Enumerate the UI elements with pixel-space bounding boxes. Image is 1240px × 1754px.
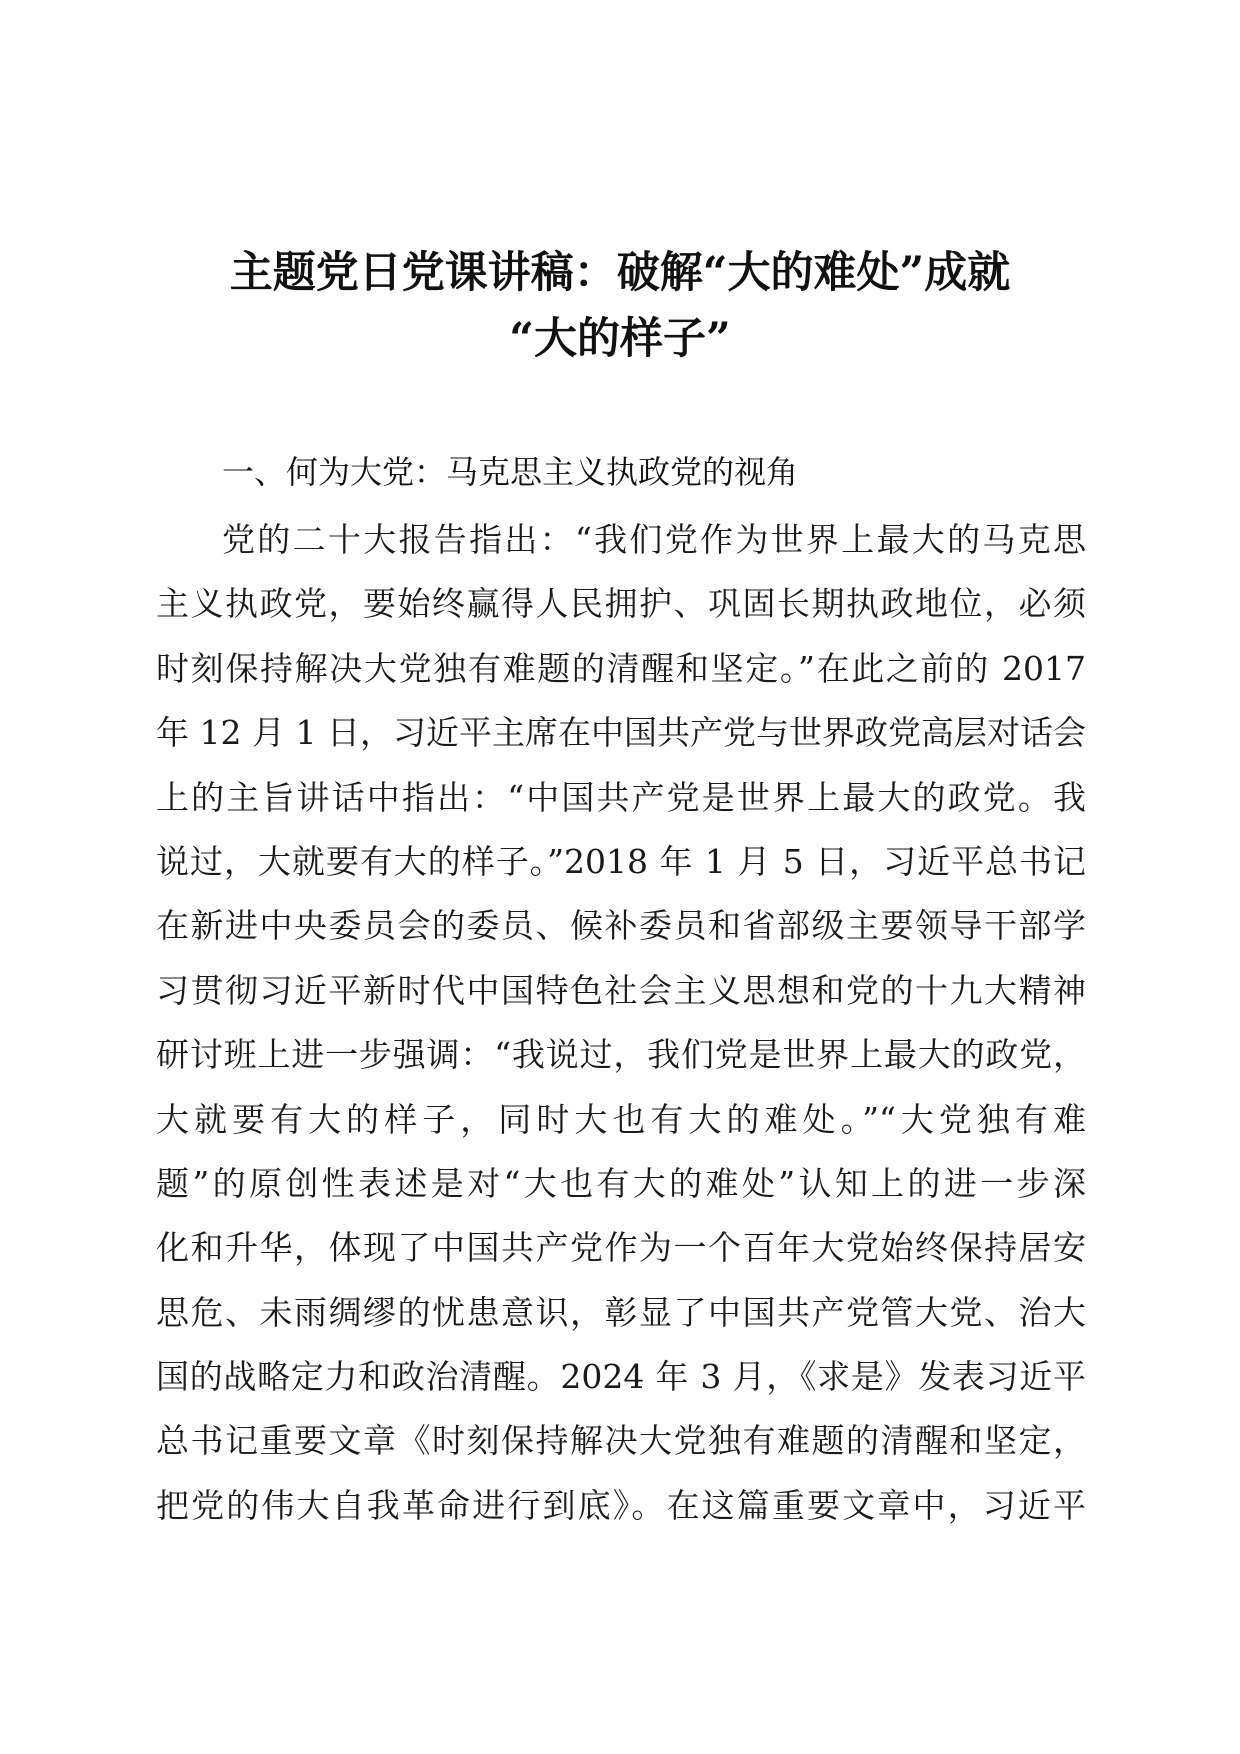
paragraph-line: 说过，大就要有大的样子。”2018 年 1 月 5 日，习近平总书记 (156, 841, 1086, 881)
document-title (150, 240, 1090, 372)
paragraph-line: 国的战略定力和政治清醒。2024 年 3 月，《求是》发表习近平 (156, 1357, 1086, 1397)
paragraph-line: 年 12 月 1 日，习近平主席在中国共产党与世界政党高层对话会 (156, 713, 1086, 753)
paragraph-line: 主义执政党，要始终赢得人民拥护、巩固长期执政地位，必须 (156, 584, 1086, 624)
paragraph-line: 时刻保持解决大党独有难题的清醒和坚定。”在此之前的 2017 (156, 648, 1086, 688)
paragraph-line: 题”的原创性表述是对“大也有大的难处”认知上的进一步深 (156, 1163, 1086, 1203)
paragraph-line: 总书记重要文章《时刻保持解决大党独有难题的清醒和坚定， (156, 1421, 1086, 1461)
paragraph-line: 在新进中央委员会的委员、候补委员和省部级主要领导干部学 (156, 906, 1086, 946)
body-paragraph (156, 508, 1086, 1538)
paragraph-line: 把党的伟大自我革命进行到底》。在这篇重要文章中，习近平 (156, 1485, 1086, 1525)
paragraph-line: 上的主旨讲话中指出：“中国共产党是世界上最大的政党。我 (156, 777, 1086, 817)
paragraph-line: 党的二十大报告指出：“我们党作为世界上最大的马克思 (222, 520, 1086, 559)
title-line-2: “大的样子” (509, 314, 731, 364)
paragraph-line: 化和升华，体现了中国共产党作为一个百年大党始终保持居安 (156, 1228, 1086, 1268)
paragraph-line: 研讨班上进一步强调：“我说过，我们党是世界上最大的政党， (156, 1035, 1086, 1075)
title-line-1: 主题党日党课讲稿：破解“大的难处”成就 (229, 248, 1011, 298)
paragraph-line: 思危、未雨绸缪的忧患意识，彰显了中国共产党管大党、治大 (156, 1292, 1086, 1332)
paragraph-line: 大就要有大的样子，同时大也有大的难处。”“大党独有难 (156, 1099, 1086, 1139)
section-heading: 一、何为大党：马克思主义执政党的视角 (222, 453, 799, 491)
paragraph-line: 习贯彻习近平新时代中国特色社会主义思想和党的十九大精神 (156, 970, 1086, 1010)
